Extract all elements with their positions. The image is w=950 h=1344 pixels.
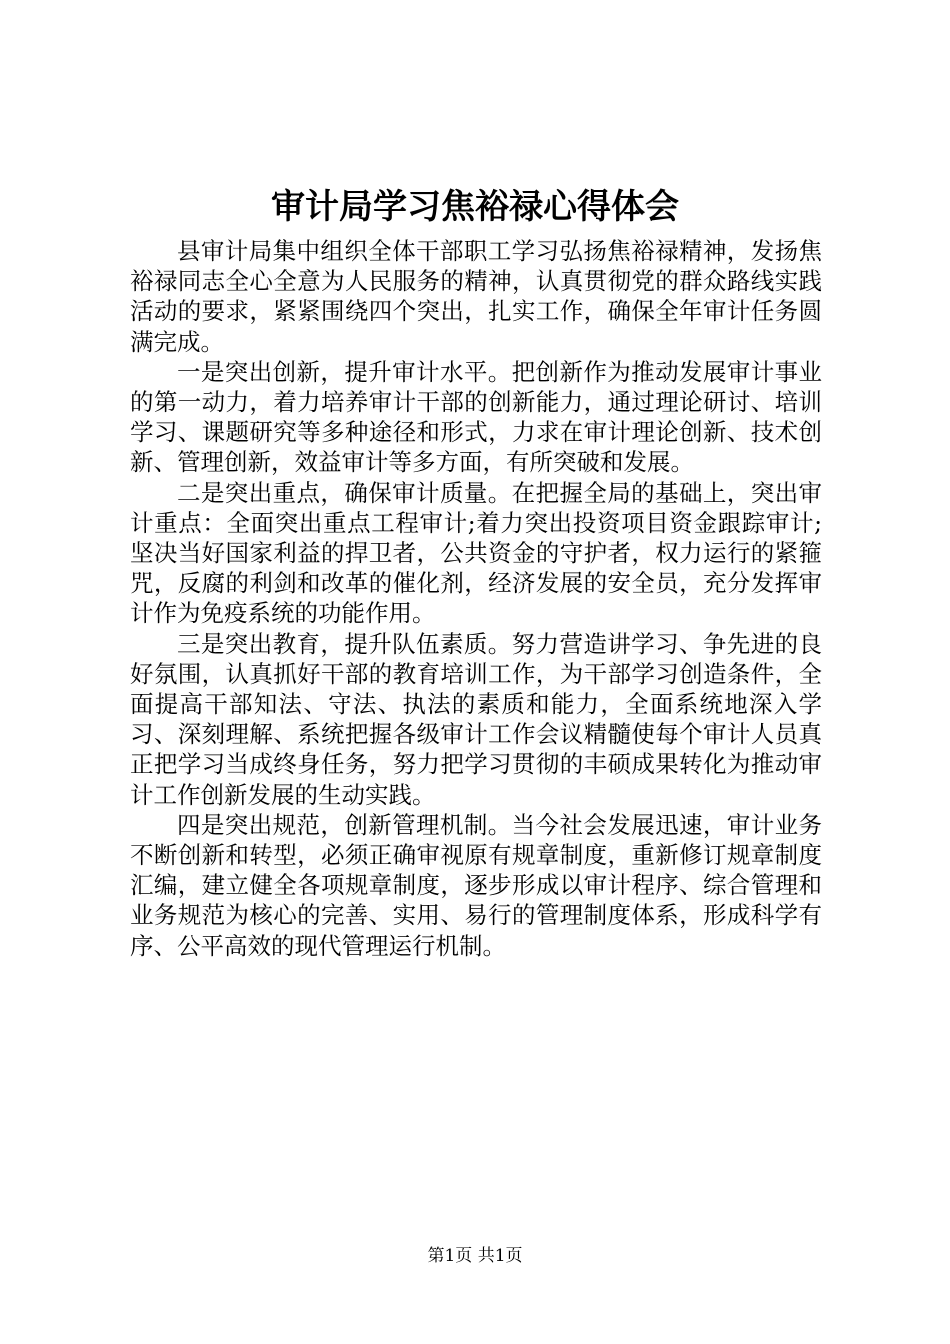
document-title: 审计局学习焦裕禄心得体会 (271, 187, 679, 227)
paragraph-innovation: 一是突出创新，提升审计水平。把创新作为推动发展审计事业的第一动力，着力培养审计干部的创新能力，通过理论研讨、培训学习、课题研究等多种途径和形式，力求在审计理论创新、技术创新、管理创新，效益审计等多方面，有所突破和发展。 (130, 357, 822, 477)
paragraph-education: 三是突出教育，提升队伍素质。努力营造讲学习、争先进的良好氛围，认真抓好干部的教育培训工作，为干部学习创造条件，全面提高干部知法、守法、执法的素质和能力，全面系统地深入学习、深刻理解、系统把握各级审计工作会议精髓使每个审计人员真正把学习当成终身任务，努力把学习贯彻的丰硕成果转化为推动审计工作创新发展的生动实践。 (130, 629, 822, 809)
page-number-footer: 第1页 共1页 (427, 1246, 523, 1266)
paragraph-standardization: 四是突出规范，创新管理机制。当今社会发展迅速，审计业务不断创新和转型，必须正确审视原有规章制度，重新修订规章制度汇编，建立健全各项规章制度，逐步形成以审计程序、综合管理和业务规范为核心的完善、实用、易行的管理制度体系，形成科学有序、公平高效的现代管理运行机制。 (130, 810, 822, 960)
paragraph-focus: 二是突出重点，确保审计质量。在把握全局的基础上，突出审计重点：全面突出重点工程审计;着力突出投资项目资金跟踪审计;坚决当好国家利益的捍卫者，公共资金的守护者，权力运行的紧箍咒，反腐的利剑和改革的催化剂，经济发展的安全员，充分发挥审计作为免疫系统的功能作用。 (130, 478, 822, 628)
document-body (130, 236, 822, 961)
paragraph-intro: 县审计局集中组织全体干部职工学习弘扬焦裕禄精神，发扬焦裕禄同志全心全意为人民服务的精神，认真贯彻党的群众路线实践活动的要求，紧紧围绕四个突出，扎实工作，确保全年审计任务圆满完成。 (130, 237, 822, 356)
